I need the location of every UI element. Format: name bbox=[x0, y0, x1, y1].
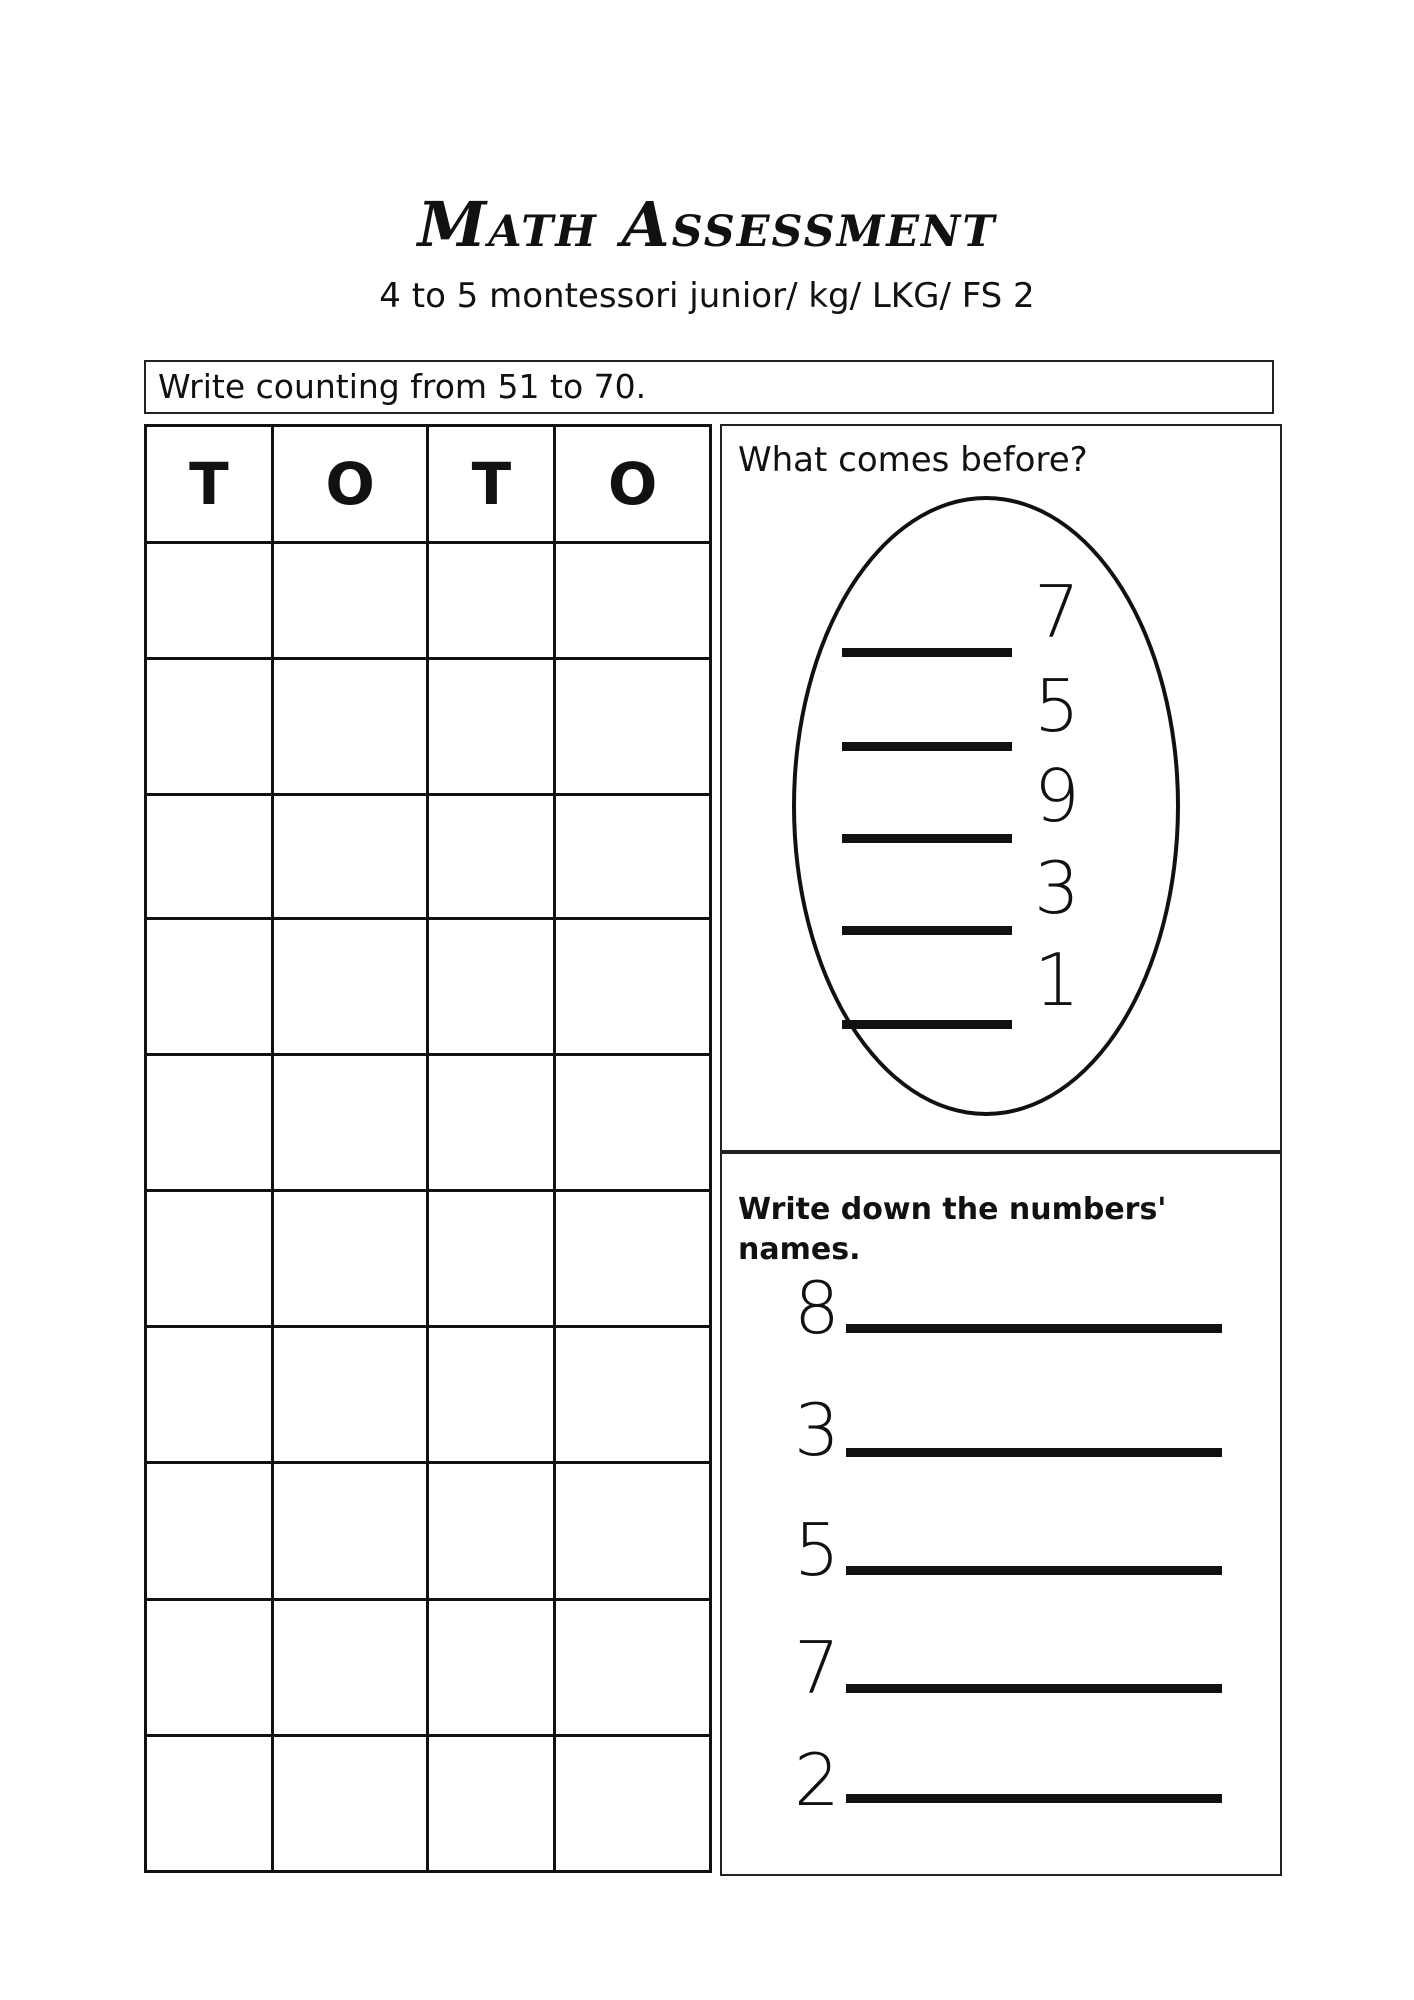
grid-cell[interactable] bbox=[146, 918, 273, 1054]
grid-cell[interactable] bbox=[555, 1463, 711, 1599]
answer-blank[interactable] bbox=[842, 1020, 1012, 1029]
grid-cell[interactable] bbox=[555, 1327, 711, 1463]
answer-blank[interactable] bbox=[842, 742, 1012, 751]
grid-cell[interactable] bbox=[146, 794, 273, 918]
grid-cell[interactable] bbox=[272, 1735, 428, 1871]
grid-cell[interactable] bbox=[146, 1191, 273, 1327]
grid-row bbox=[146, 1735, 711, 1871]
name-number: 8 bbox=[794, 1266, 840, 1350]
grid-cell[interactable] bbox=[272, 918, 428, 1054]
grid-row bbox=[146, 918, 711, 1054]
before-heading: What comes before? bbox=[738, 440, 1088, 480]
grid-row bbox=[146, 1327, 711, 1463]
grid-cell[interactable] bbox=[428, 1055, 555, 1191]
column-header: O bbox=[272, 426, 428, 543]
grid-cell[interactable] bbox=[428, 1735, 555, 1871]
before-number: 3 bbox=[1034, 846, 1080, 930]
column-header: T bbox=[428, 426, 555, 543]
before-number: 7 bbox=[1034, 570, 1080, 654]
grid-cell[interactable] bbox=[428, 658, 555, 794]
page-subtitle: 4 to 5 montessori junior/ kg/ LKG/ FS 2 bbox=[379, 276, 1035, 316]
grid-row bbox=[146, 1599, 711, 1735]
grid-cell[interactable] bbox=[555, 1055, 711, 1191]
counting-instruction: Write counting from 51 to 70. bbox=[144, 360, 1274, 414]
name-answer-line[interactable] bbox=[846, 1324, 1222, 1333]
grid-cell[interactable] bbox=[272, 1463, 428, 1599]
grid-cell[interactable] bbox=[272, 1599, 428, 1735]
grid-cell[interactable] bbox=[555, 543, 711, 659]
answer-blank[interactable] bbox=[842, 648, 1012, 657]
grid-cell[interactable] bbox=[428, 1191, 555, 1327]
grid-cell[interactable] bbox=[428, 1327, 555, 1463]
grid-cell[interactable] bbox=[272, 658, 428, 794]
grid-cell[interactable] bbox=[146, 1327, 273, 1463]
grid-cell[interactable] bbox=[555, 918, 711, 1054]
names-heading: Write down the numbers' names. bbox=[738, 1192, 1167, 1267]
name-answer-line[interactable] bbox=[846, 1566, 1222, 1575]
answer-blank[interactable] bbox=[842, 926, 1012, 935]
grid-row bbox=[146, 794, 711, 918]
grid-cell[interactable] bbox=[272, 1191, 428, 1327]
grid-cell[interactable] bbox=[555, 794, 711, 918]
grid-row bbox=[146, 658, 711, 794]
grid-cell[interactable] bbox=[428, 543, 555, 659]
grid-cell[interactable] bbox=[555, 1191, 711, 1327]
before-number: 1 bbox=[1034, 938, 1080, 1022]
name-answer-line[interactable] bbox=[846, 1684, 1222, 1693]
grid-cell[interactable] bbox=[428, 918, 555, 1054]
grid-cell[interactable] bbox=[555, 1599, 711, 1735]
grid-cell[interactable] bbox=[272, 794, 428, 918]
grid-row bbox=[146, 1055, 711, 1191]
grid-cell[interactable] bbox=[272, 543, 428, 659]
grid-cell[interactable] bbox=[272, 1327, 428, 1463]
grid-cell[interactable] bbox=[146, 658, 273, 794]
name-number: 2 bbox=[794, 1738, 840, 1822]
column-header: T bbox=[146, 426, 273, 543]
grid-cell[interactable] bbox=[146, 1735, 273, 1871]
grid-cell[interactable] bbox=[428, 1599, 555, 1735]
grid-cell[interactable] bbox=[146, 1463, 273, 1599]
grid-cell[interactable] bbox=[272, 1055, 428, 1191]
grid-row bbox=[146, 543, 711, 659]
name-number: 3 bbox=[794, 1388, 840, 1472]
grid-cell[interactable] bbox=[146, 1599, 273, 1735]
name-number: 5 bbox=[794, 1508, 840, 1592]
column-header: O bbox=[555, 426, 711, 543]
grid-row bbox=[146, 1191, 711, 1327]
counting-grid bbox=[144, 424, 712, 1873]
number-names-panel bbox=[720, 1152, 1282, 1876]
what-comes-before-panel bbox=[720, 424, 1282, 1152]
page-title: Math Assessment bbox=[417, 188, 997, 261]
grid-cell[interactable] bbox=[146, 1055, 273, 1191]
grid-row bbox=[146, 1463, 711, 1599]
answer-blank[interactable] bbox=[842, 834, 1012, 843]
before-number: 5 bbox=[1034, 664, 1080, 748]
grid-header-row bbox=[146, 426, 711, 543]
name-number: 7 bbox=[794, 1626, 840, 1710]
before-number: 9 bbox=[1034, 754, 1080, 838]
grid-cell[interactable] bbox=[428, 1463, 555, 1599]
grid-cell[interactable] bbox=[428, 794, 555, 918]
grid-cell[interactable] bbox=[555, 1735, 711, 1871]
grid-cell[interactable] bbox=[555, 658, 711, 794]
name-answer-line[interactable] bbox=[846, 1794, 1222, 1803]
name-answer-line[interactable] bbox=[846, 1448, 1222, 1457]
grid-cell[interactable] bbox=[146, 543, 273, 659]
